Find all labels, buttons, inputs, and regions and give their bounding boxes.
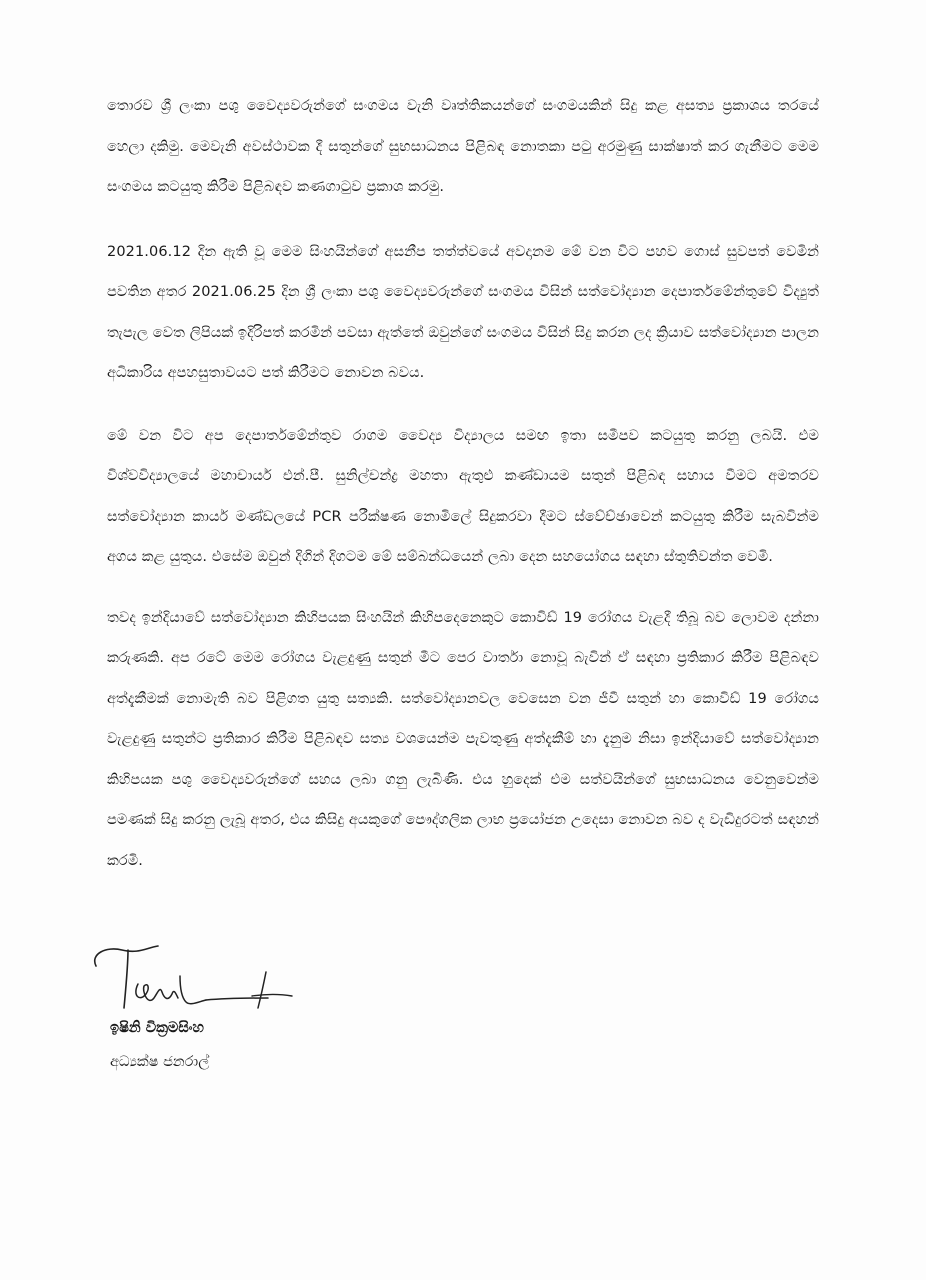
letter-body bbox=[107, 86, 819, 899]
paragraph-1: තොරව ශ්‍රී ලංකා පශු වෛද්‍යවරුන්ගේ සංගමය වැනි වෘත්තිකයන්ගේ සංගමයකින් සිදු කළ අසත්‍ය ප්‍රකාශය තරයේ හෙලා දකිමු. මෙවැනි අවස්ථාවක දී සතුන්ගේ සුභසාධනය පිළිබඳ නොතකා පටු අරමුණු සාක්ෂාත් කර ගැනීමට මෙම සංගමය කටයුතු කිරීම පිළිබඳව කණගාටුව ප්‍රකාශ කරමු. bbox=[107, 98, 819, 195]
paragraph-3: මේ වන විට අප දෙපාර්තමේන්තුව රාගම වෛද්‍ය විද්‍යාලය සමඟ ඉතා සමීපව කටයුතු කරනු ලබයි. එම විශ්වවිද්‍යාලයේ මහාචාර්ය එන්.පී. සුනිල්චන්ද්‍ර මහතා ඇතුළු කණ්ඩායම සතුන් පිළිබඳ සහාය වීමට අමතරව සත්වෝද්‍යාන කාර්ය මණ්ඩලයේ PCR පරීක්ෂණ නොමිලේ සිදුකරවා දීමට ස්වේච්ඡාවෙන් කටයුතු කිරීම සැබවින්ම අගය කළ යුතුය. එසේම ඔවුන් දිගින් දිගටම මේ සම්බන්ධයෙන් ලබා දෙන සහයෝගය සඳහා ස්තුතිවන්ත වෙමි. bbox=[107, 427, 819, 565]
signature-block bbox=[88, 936, 388, 1070]
paragraph-2: 2021.06.12 දින ඇති වූ මෙම සිංහයින්ගේ අසනීප තත්ත්වයේ අවදානම මේ වන විට පහව ගොස් සුවපත් වෙමින් පවතින අතර 2021.06.25 දින ශ්‍රී ලංකා පශු වෛද්‍යවරුන්ගේ සංගමය විසින් සත්වෝද්‍යාන දෙපාර්තමේන්තුවේ විද්‍යුත් තැපැල වෙත ලිපියක් ඉදිරිපත් කරමින් පවසා ඇත්තේ ඔවුන්ගේ සංගමය විසින් සිදු කරන ලද ක්‍රියාව සත්වෝද්‍යාන පාලන අධිකාරිය අපහසුතාවයට පත් කිරීමට නොවන බවය. bbox=[107, 243, 819, 381]
signatory-title: අධ්‍යක්ෂ ජනරාල් bbox=[110, 1054, 210, 1070]
paragraph-4: තවද ඉන්දියාවේ සත්වෝද්‍යාන කිහිපයක සිංහයින් කිහිපදෙනෙකුට කොවිඩ් 19 රෝගය වැළදී තිබූ බව ලොවම දන්නා කරුණකි. අප රටේ මෙම රෝගය වැළදුණු සතුන් මීට පෙර වාර්තා නොවූ බැවින් ඒ සඳහා ප්‍රතිකාර කිරීම පිළිබඳව අත්දැකීමක් නොමැති බව පිළිගත යුතු සත්‍යකි. සත්වෝද්‍යානවල වෙසෙන වන ජීවී සතුන් හා කොවිඩ් 19 රෝගය වැළදුණු සතුන්ට ප්‍රතිකාර කිරීම පිළිබඳව සත්‍ය වශයෙන්ම පැවතුණු අත්දැකීම් හා දැනුම නිසා ඉන්දියාවේ සත්වෝද්‍යාන කිහිපයක පශු වෛද්‍යවරුන්ගේ සහය ලබා ගනු ලැබිණි. එය හුදෙක් එම සත්වයින්ගේ සුභසාධනය වෙනුවෙන්ම පමණක් සිදු කරනු ලැබූ අතර, එය කිසිදු අයකුගේ පෞද්ගලික ලාභ ප්‍රයෝජන උදෙසා නොවන බව ද වැඩිදුරටත් සඳහන් කරමි. bbox=[107, 609, 819, 869]
handwritten-signature bbox=[88, 936, 298, 1026]
signatory-name: ඉෂිනි වික්‍රමසිංහ bbox=[110, 1020, 204, 1036]
